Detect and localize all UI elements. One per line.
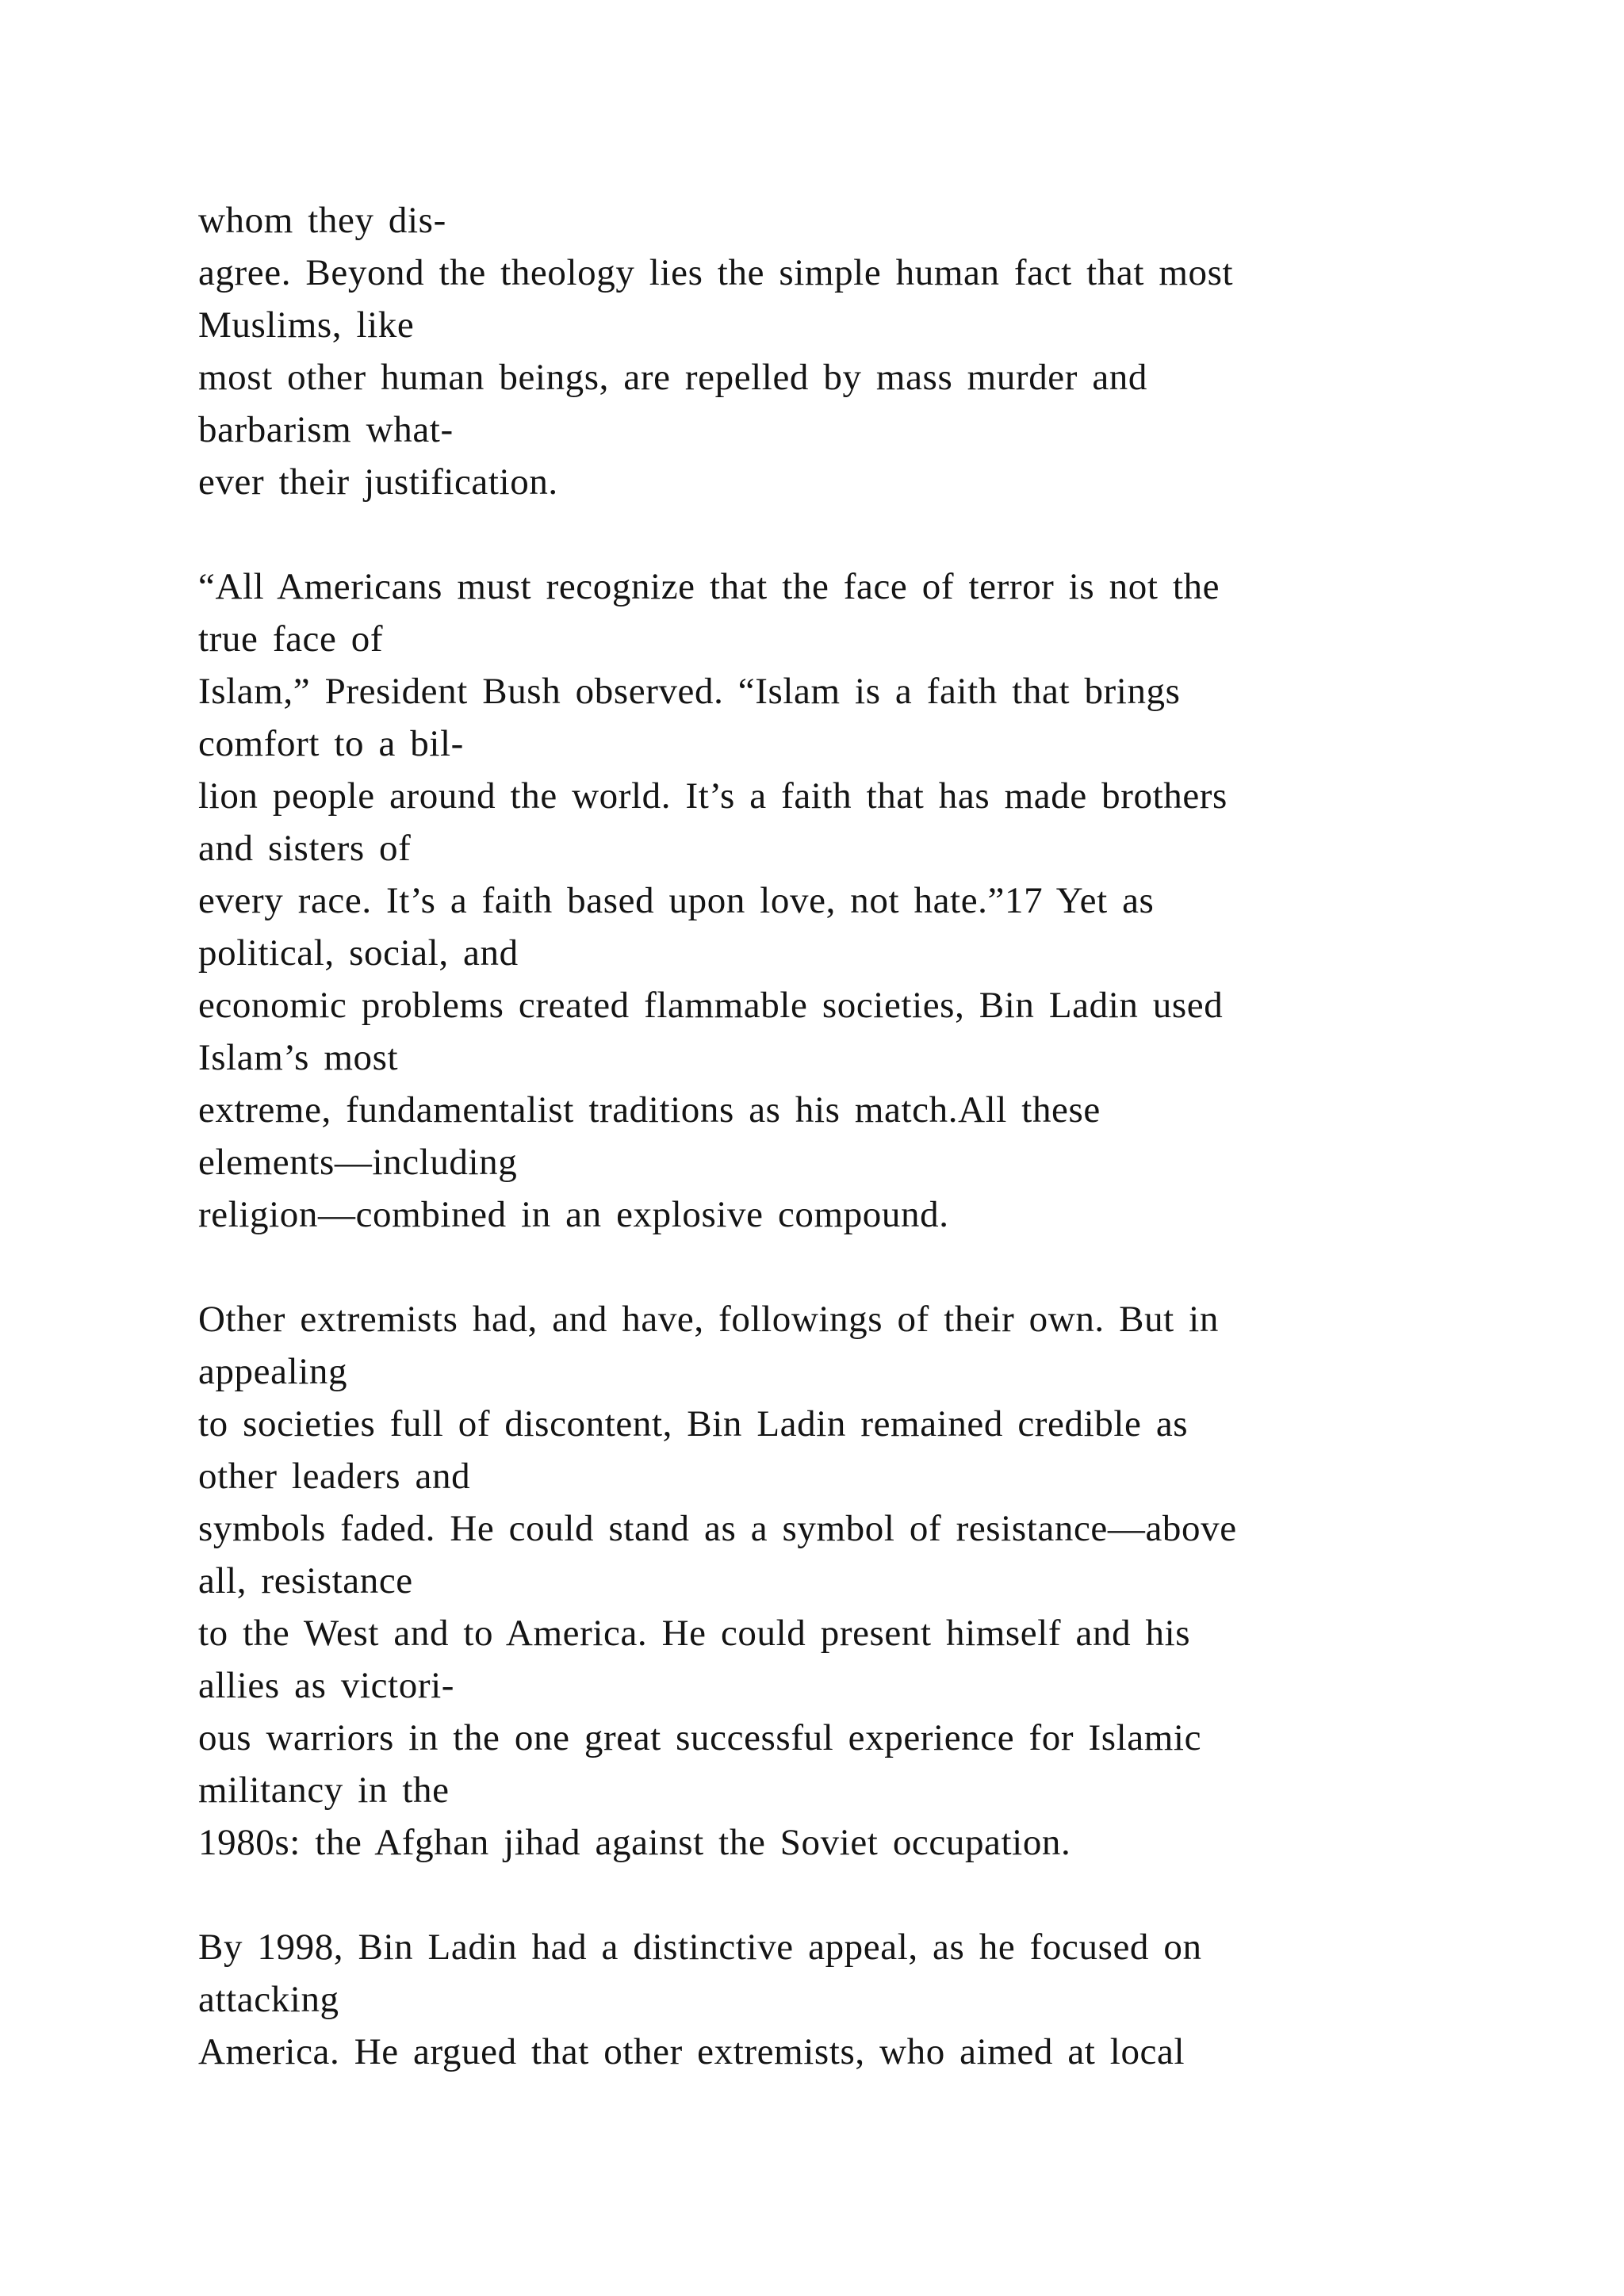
- paragraph-4: [198, 1921, 1435, 2078]
- paragraph-1: [198, 194, 1435, 508]
- text-line: economic problems created flammable societies, Bin Ladin used: [198, 985, 1224, 1026]
- text-line: Islam’s most: [198, 1037, 399, 1078]
- text-line: ever their justification.: [198, 461, 558, 503]
- text-line: religion—combined in an explosive compound.: [198, 1194, 949, 1235]
- text-line: agree. Beyond the theology lies the simple human fact that most: [198, 252, 1234, 293]
- text-line: lion people around the world. It’s a faith that has made brothers: [198, 775, 1228, 817]
- paragraph-2: [198, 561, 1435, 1241]
- text-line: true face of: [198, 618, 384, 660]
- text-line: whom they dis-: [198, 200, 446, 241]
- text-line: America. He argued that other extremists, who aimed at local: [198, 2031, 1185, 2072]
- paragraph-gap: [198, 1869, 1435, 1921]
- text-line: ous warriors in the one great successful experience for Islamic: [198, 1717, 1202, 1758]
- text-line: By 1998, Bin Ladin had a distinctive appeal, as he focused on: [198, 1927, 1202, 1968]
- text-line: Other extremists had, and have, followings of their own. But in: [198, 1299, 1219, 1340]
- body-text: [198, 194, 1435, 2078]
- text-line: comfort to a bil-: [198, 723, 464, 764]
- text-line: Muslims, like: [198, 304, 415, 346]
- text-line: militancy in the: [198, 1770, 450, 1811]
- text-line: allies as victori-: [198, 1665, 454, 1706]
- text-line: and sisters of: [198, 828, 412, 869]
- text-line: political, social, and: [198, 932, 519, 974]
- paragraph-gap: [198, 508, 1435, 561]
- text-line: attacking: [198, 1979, 339, 2020]
- text-line: other leaders and: [198, 1456, 471, 1497]
- text-line: extreme, fundamentalist traditions as his match.All these: [198, 1089, 1101, 1131]
- paragraph-3: [198, 1293, 1435, 1869]
- text-line: to societies full of discontent, Bin Ladin remained credible as: [198, 1403, 1189, 1445]
- text-line: elements—including: [198, 1142, 518, 1183]
- text-line: symbols faded. He could stand as a symbol of resistance—above: [198, 1508, 1237, 1549]
- paragraph-gap: [198, 1241, 1435, 1293]
- text-line: 1980s: the Afghan jihad against the Soviet occupation.: [198, 1822, 1071, 1863]
- text-line: most other human beings, are repelled by mass murder and: [198, 357, 1148, 398]
- text-line: all, resistance: [198, 1560, 413, 1601]
- text-line: barbarism what-: [198, 409, 454, 450]
- text-line: to the West and to America. He could present himself and his: [198, 1613, 1191, 1654]
- text-line: “All Americans must recognize that the face of terror is not the: [198, 566, 1220, 607]
- text-line: every race. It’s a faith based upon love, not hate.”17 Yet as: [198, 880, 1155, 921]
- text-line: Islam,” President Bush observed. “Islam is a faith that brings: [198, 671, 1181, 712]
- text-line: appealing: [198, 1351, 348, 1392]
